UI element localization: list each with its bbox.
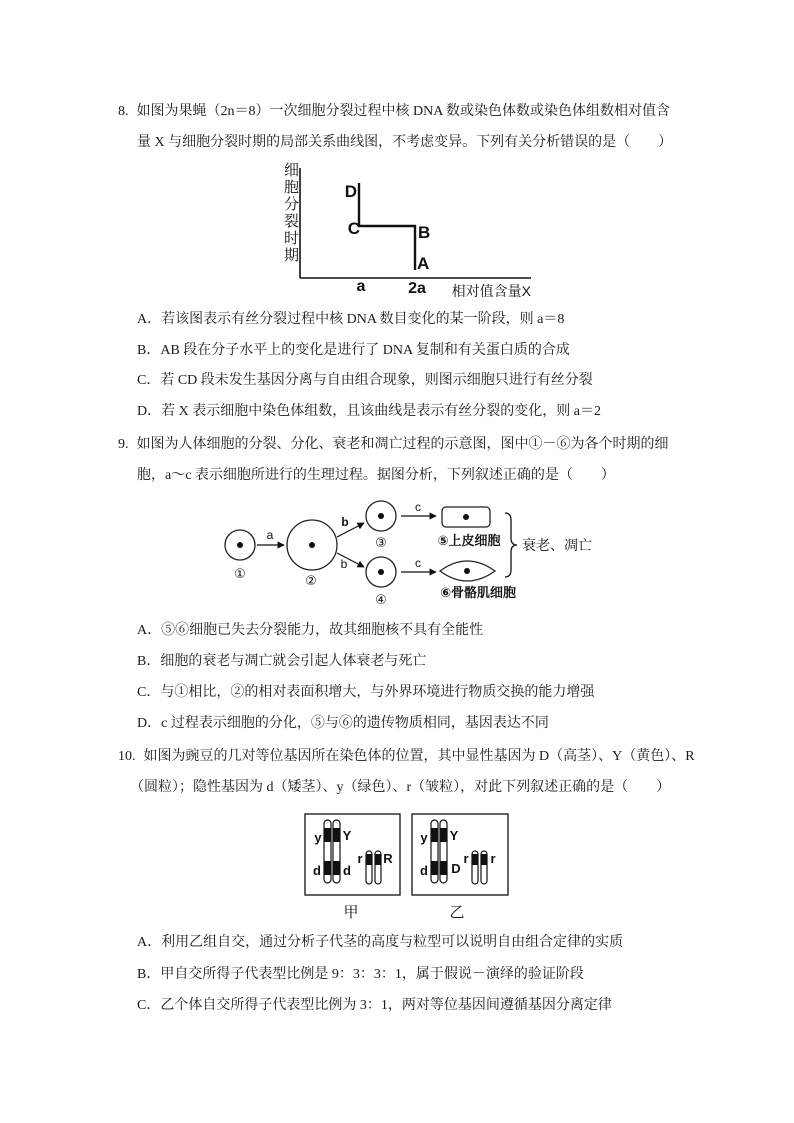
option-label: D． [137,716,162,731]
option-label: A． [137,623,162,638]
option-text: c 过程表示细胞的分化，⑤与⑥的遗传物质相同，基因表达不同 [161,716,549,731]
arrow-b-upper-label: b [341,515,349,529]
option-text: 若 X 表示细胞中染色体组数，且该曲线是表示有丝分裂的变化，则 a＝2 [161,404,601,419]
gene-band [481,854,487,865]
q9-option-c [137,683,594,703]
q9-stem-line-1 [118,435,669,455]
nucleus [237,542,243,548]
point-label-a: A [417,254,430,273]
option-label: B． [137,654,161,669]
gene-label: D [451,861,461,876]
gene-label: Y [449,828,459,843]
gene-label: r [463,851,469,866]
q9-option-d [137,714,549,734]
muscle-cell-label: ⑥骨骼肌细胞 [439,585,517,600]
q8-option-c [137,371,593,391]
gene-label: r [357,851,363,866]
option-text: 若 CD 段未发生基因分离与自由组合现象，则图示细胞只进行有丝分裂 [160,373,593,388]
stem-text: 如图为果蝇（2n＝8）一次细胞分裂过程中核 DNA 数或染色体数或染色体组数相对值含 [136,104,671,119]
panel-jia-caption: 甲 [343,904,359,921]
point-label-c: C [347,219,360,238]
step-curve [359,183,415,270]
question-number: 10. [118,749,136,764]
q9-option-a [137,621,483,641]
option-label: A． [137,935,162,950]
option-label: C． [137,685,161,700]
option-label: D． [137,404,162,419]
option-label: A． [137,312,162,327]
option-text: 若该图表示有丝分裂过程中核 DNA 数目变化的某一阶段，则 a＝8 [161,312,565,327]
q10-option-b [137,965,584,985]
point-label-d: D [344,182,357,201]
epithelial-cell-label: ⑤上皮细胞 [437,533,501,548]
gene-band [431,861,438,875]
q8-option-a [137,310,564,330]
arrow-c-upper-label: c [415,500,421,514]
gene-band [324,828,331,842]
nucleus [378,569,384,575]
stem-text: 如图为豌豆的几对等位基因所在染色体的位置，其中显性基因为 D（高茎）、Y（黄色）、R [143,749,695,764]
q9-option-b [137,652,426,672]
option-label: C． [137,998,161,1013]
nucleus [463,514,469,520]
fate-label: 衰老、凋亡 [522,537,592,553]
q10-stem-line-2: （圆粒）；隐性基因为 d（矮茎）、y（绿色）、r（皱粒），对此下列叙述正确的是（ ） [130,780,671,795]
x-tick-a: a [356,278,366,295]
q8-option-b [137,341,570,361]
cell-2-label: ② [305,573,317,588]
option-text: 与①相比，②的相对表面积增大，与外界环境进行物质交换的能力增强 [160,685,595,700]
q8-option-d [137,402,601,422]
gene-label: Y [342,828,352,843]
gene-band [366,854,372,865]
curly-brace [505,513,517,577]
point-label-b: B [418,223,431,242]
cell-4-label: ④ [375,592,387,607]
stem-text: 如图为人体细胞的分裂、分化、衰老和凋亡过程的示意图，图中①－⑥为各个时期的细 [136,437,669,452]
q9-cell-diagram [0,492,794,610]
panel-yi-caption: 乙 [449,904,465,921]
gene-label: d [313,863,321,878]
gene-band [440,861,447,875]
gene-band [431,828,438,842]
q8-stem-line-2: 量 X 与细胞分裂时期的局部关系曲线图，不考虑变异。下列有关分析错误的是（ ） [137,135,673,150]
gene-band [440,828,447,842]
gene-label: d [420,863,428,878]
gene-label: y [420,830,428,845]
q8-stem-line-1 [118,102,670,122]
q10-option-a [137,933,623,953]
option-text: 利用乙组自交，通过分析子代茎的高度与粒型可以说明自由组合定律的实质 [161,935,624,950]
x-axis-label: 相对值含量X [451,283,531,299]
option-label: B． [137,343,161,358]
option-text: ⑤⑥细胞已失去分裂能力，故其细胞核不具有全能性 [161,623,484,638]
nucleus [464,568,470,574]
gene-band [472,854,478,865]
gene-label: r [490,851,496,866]
question-number: 8. [118,104,129,119]
gene-band [333,861,340,875]
option-text: 细胞的衰老与凋亡就会引起人体衰老与死亡 [160,654,427,669]
gene-band [333,828,340,842]
q10-option-c [137,996,612,1016]
nucleus [309,542,315,548]
q10-chromosome-diagram [0,806,794,924]
option-label: C． [137,373,161,388]
gene-label: y [314,830,322,845]
arrow-a-label: a [266,528,274,542]
gene-band [324,861,331,875]
q9-stem-line-2: 胞，a～c 表示细胞所进行的生理过程。据图分析，下列叙述正确的是（ ） [137,468,615,483]
x-tick-2a: 2a [408,280,426,297]
question-number: 9. [118,437,129,452]
q10-stem-line-1 [118,747,695,767]
gene-label: R [383,851,393,866]
arrow-b-lower-label: b [340,557,348,571]
q8-y-axis-label: 细胞分裂时期 [282,162,299,264]
nucleus [378,513,384,519]
arrow-c-lower-label: c [415,556,421,570]
option-text: 乙个体自交所得子代表型比例为 3：1，两对等位基因间遵循基因分离定律 [160,998,612,1013]
q8-line-graph [0,150,794,305]
option-text: 甲自交所得子代表型比例是 9：3：3：1，属于假说－演绎的验证阶段 [160,967,584,982]
cell-1-label: ① [234,566,246,581]
gene-label: d [343,863,351,878]
option-label: B． [137,967,161,982]
option-text: AB 段在分子水平上的变化是进行了 DNA 复制和有关蛋白质的合成 [160,343,570,358]
gene-band [375,854,381,865]
cell-3-label: ③ [375,535,387,550]
